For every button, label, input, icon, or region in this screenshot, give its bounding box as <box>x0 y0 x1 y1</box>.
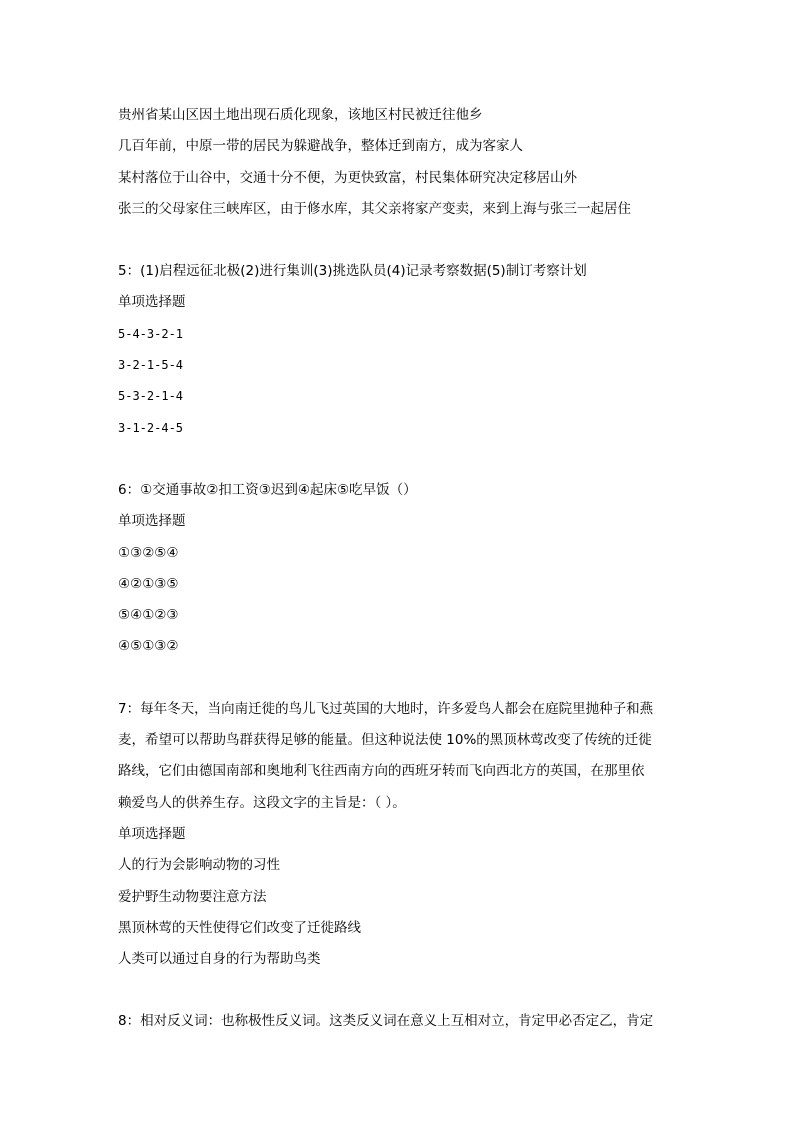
question-type: 单项选择题 <box>118 294 186 311</box>
option: ④②①③⑤ <box>118 575 179 592</box>
question-stem: 8：相对反义词：也称极性反义词。这类反义词在意义上互相对立，肯定甲必否定乙，肯定 <box>118 1013 654 1030</box>
option: 3-2-1-5-4 <box>118 358 184 373</box>
option: 黑顶林莺的天性使得它们改变了迁徙路线 <box>118 919 361 936</box>
question-stem: 6：①交通事故②扣工资③迟到④起床⑤吃早饭（） <box>118 481 417 498</box>
option: ④⑤①③② <box>118 638 179 655</box>
question-type: 单项选择题 <box>118 513 186 530</box>
option: 爱护野生动物要注意方法 <box>118 888 267 905</box>
document-page <box>118 100 678 1038</box>
option: 5-3-2-1-4 <box>118 389 184 404</box>
option: ①③②⑤④ <box>118 544 179 561</box>
question-stem: 麦，希望可以帮助鸟群获得足够的能量。但这种说法使 10%的黑顶林莺改变了传统的迁徙 <box>118 732 652 749</box>
option: 某村落位于山谷中，交通十分不便，为更快致富，村民集体研究决定移居山外 <box>118 169 577 186</box>
option: 几百年前，中原一带的居民为躲避战争，整体迁到南方，成为客家人 <box>118 138 523 155</box>
question-stem: 赖爱鸟人的供养生存。这段文字的主旨是：（ ）。 <box>118 794 406 811</box>
option: 张三的父母家住三峡库区，由于修水库，其父亲将家产变卖，来到上海与张三一起居住 <box>118 200 631 217</box>
question-type: 单项选择题 <box>118 825 186 842</box>
option: 人的行为会影响动物的习性 <box>118 857 280 874</box>
question-5 <box>118 256 678 444</box>
option: 人类可以通过自身的行为帮助鸟类 <box>118 951 321 968</box>
question-6 <box>118 475 678 663</box>
option: 贵州省某山区因土地出现石质化现象，该地区村民被迁往他乡 <box>118 107 483 123</box>
question-stem: 7：每年冬天，当向南迁徙的鸟儿飞过英国的大地时，许多爱鸟人都会在庭院里抛种子和燕 <box>118 700 654 717</box>
question-stem: 路线，它们由德国南部和奥地利飞往西南方向的西班牙转而飞向西北方的英国，在那里依 <box>118 763 645 780</box>
question-stem: 5：(1)启程远征北极(2)进行集训(3)挑选队员(4)记录考察数据(5)制订考察计划 <box>118 263 587 280</box>
option: 3-1-2-4-5 <box>118 420 184 435</box>
option: ⑤④①②③ <box>118 607 179 624</box>
question-8 <box>118 1006 678 1037</box>
option: 5-4-3-2-1 <box>118 326 184 341</box>
question-7 <box>118 694 678 976</box>
question-4-options <box>118 100 678 225</box>
